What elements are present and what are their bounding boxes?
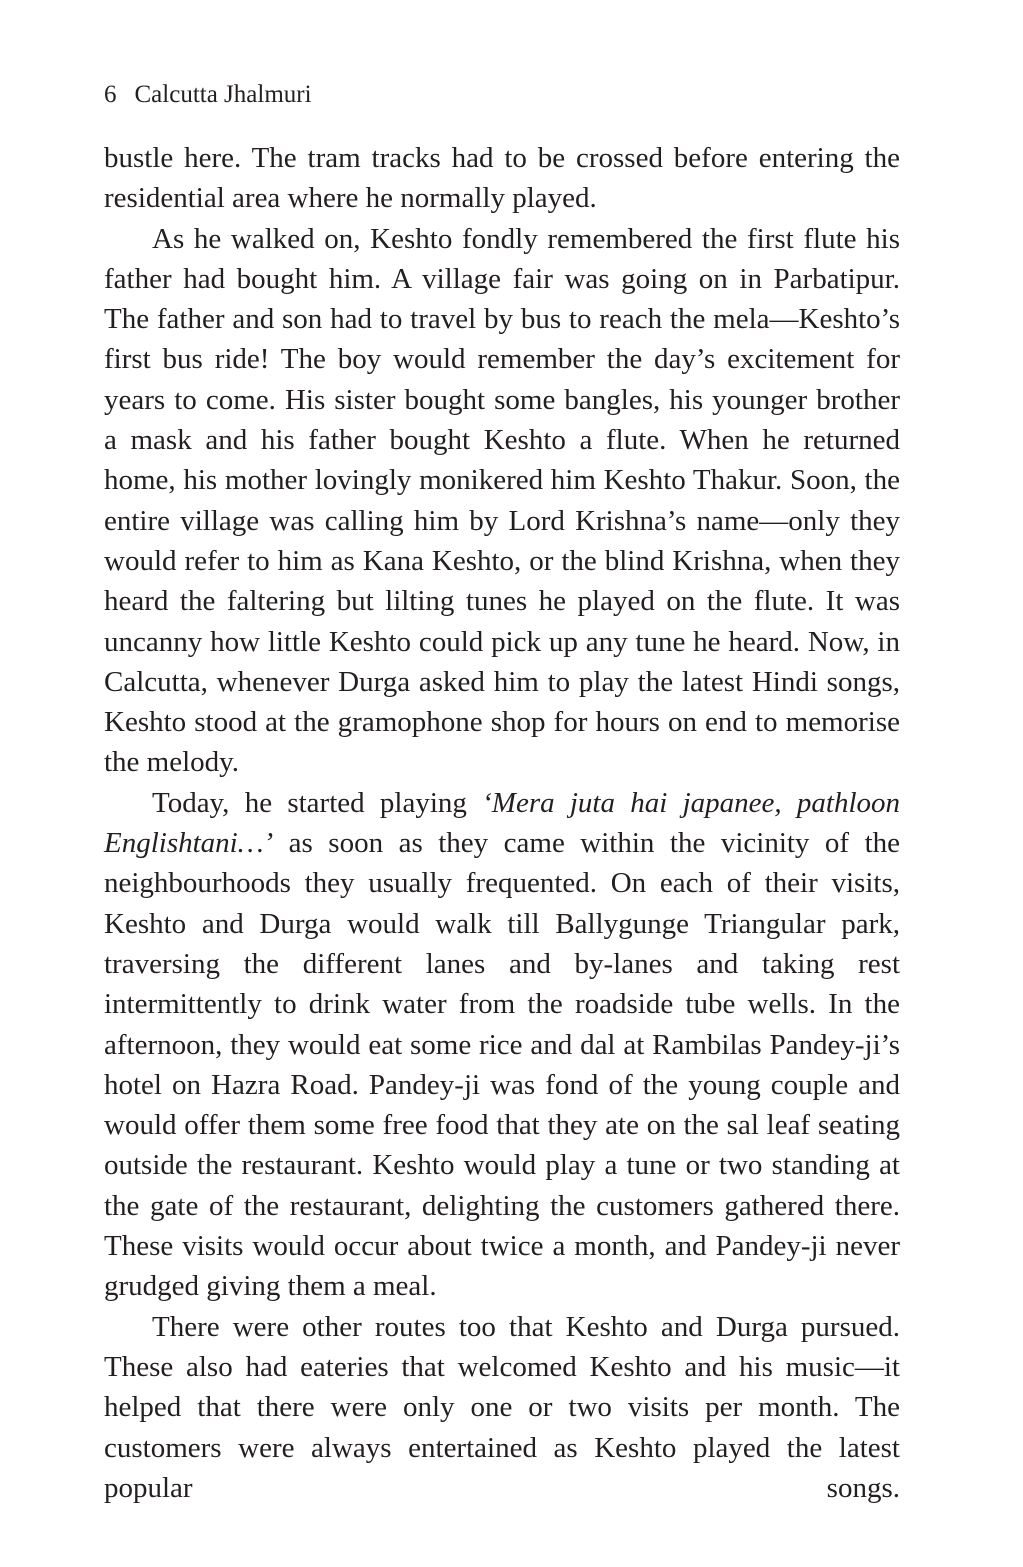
paragraph-2: As he walked on, Keshto fondly remembered the first flute his father had bought him. A village fair was going on in Parbatipur. The father and son had to travel by bus to reach the mela—Keshto’s first bus ride! The boy would remember the day’s excitement for years to come. His sister bought some bangles, his younger brother a mask and his father bought Keshto a flute. When he returned home, his mother lovingly monikered him Keshto Thakur. Soon, the entire village was calling him by Lord Krishna’s name—only they would refer to him as Kana Keshto, or the blind Krishna, when they heard the faltering but lilting tunes he played on the flute. It was uncanny how little Keshto could pick up any tune he heard. Now, in Calcutta, whenever Durga asked him to play the latest Hindi songs, Keshto stood at the gramophone shop for hours on end to memorise the melody. (104, 222, 900, 779)
paragraph-1: bustle here. The tram tracks had to be crossed before entering the residential area where he normally played. (104, 142, 900, 215)
paragraph-4: There were other routes too that Keshto and Durga pursued. These also had eateries that welcomed Keshto and his music—it helped that there were only one or two visits per month. The customers were always entertained as Keshto played the latest popular songs. (104, 1310, 900, 1504)
page-number: 6 (104, 81, 117, 108)
paragraph-3-rest: as soon as they came within the vicinity of the neighbourhoods they usually frequented. On each of their visits, Keshto and Durga would walk till Ballygunge Triangular park, traversing the different lanes and by-lanes and taking rest intermittently to drink water from the roadside tube wells. In the afternoon, they would eat some rice and dal at Rambilas Pandey-ji’s hotel on Hazra Road. Pandey-ji was fond of the young couple and would offer them some free food that they ate on the sal leaf seating outside the restaurant. Keshto would play a tune or two standing at the gate of the restaurant, delighting the customers gathered there. These visits would occur about twice a month, and Pandey-ji never grudged giving them a meal. (104, 827, 900, 1303)
song-lyric-quote: ‘Mera juta hai japanee, pathloon Englishtani…’ (104, 786, 900, 860)
paragraph-3-lead: Today, he started playing (152, 786, 483, 819)
body-text (104, 138, 900, 1508)
running-header (104, 78, 312, 112)
paragraph-3 (104, 783, 900, 1307)
book-title: Calcutta Jhalmuri (134, 81, 312, 108)
